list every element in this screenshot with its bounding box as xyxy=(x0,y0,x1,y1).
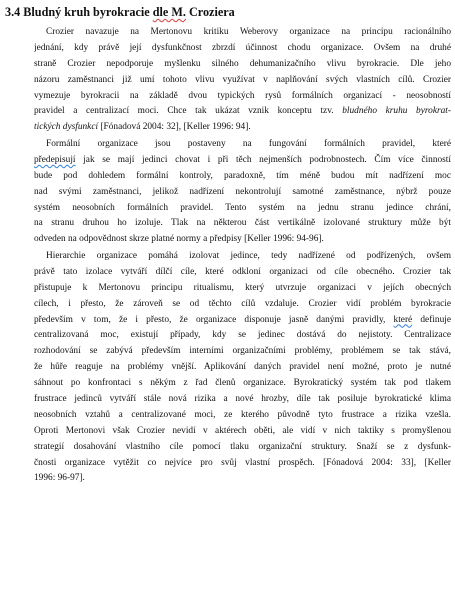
text-line xyxy=(34,249,451,265)
text-line xyxy=(34,104,451,120)
text-line xyxy=(34,216,451,232)
text-segment: že hůře reaguje na problémy vnější. Aplikování daných pravidel není možné, proto je nutné xyxy=(34,362,451,373)
paragraph-2 xyxy=(34,137,451,248)
spellcheck-word: předepisují xyxy=(34,154,76,165)
text-segment: především v tom, že i přesto, že organizace disponuje jasně danými pravidly, xyxy=(34,314,394,325)
text-line xyxy=(34,185,451,201)
text-segment: rozhodování se zabývá především interními organizačními problémy, problémem se tak stává, xyxy=(34,346,451,357)
text-segment: na stranu druhou ho izoluje. Tlak na některou část vertikálně izolované struktury může být xyxy=(34,218,451,229)
text-segment: jednání, kdy právě její dysfunkčnost zbrzdí účinnost chodu organizace. Ovšem na druhé xyxy=(34,42,451,53)
text-segment: právě tato izolace vytváří dílčí cíle, které odkloní organizaci od cíle obecného. Crozier tak xyxy=(34,266,451,277)
text-segment: definuje xyxy=(412,314,451,325)
text-segment: straně Crozier nepodporuje myšlenku silného dehumanizačního vlivu byrokracie. Dle jeho xyxy=(34,58,451,69)
text-line xyxy=(34,25,451,41)
text-line xyxy=(34,471,451,487)
text-segment: přistupuje k Mertonovu principu ritualismu, který utvrzuje organizaci v jejích obecných xyxy=(34,282,451,293)
text-segment: odveden na odpovědnost skrze platné normy a předpisy [Keller 1996: 94-96]. xyxy=(34,234,324,245)
text-segment: názoru zaměstnanci již umí tohoto vlivu využívat v naplňování svých vlastních cílů. Crozier xyxy=(34,74,451,85)
paragraph-3 xyxy=(34,249,451,487)
text-segment: bude pod dohledem formální kontroly, paradoxně, tím méně budou mít nadřízení moc xyxy=(34,170,451,181)
text-segment: Oproti Mertonovi však Crozier nevidí v aktérech oběti, ale vidí v nich taktiky s promyšlenou xyxy=(34,425,451,436)
text-segment: Crozier navazuje na Mertonovu kritiku Weberovy organizace na principu racionálního xyxy=(46,27,451,37)
text-segment: vymezuje byrokracii na základě dvou typických rysů formálních organizací - neosobností xyxy=(34,90,451,101)
text-line xyxy=(34,57,451,73)
text-line xyxy=(34,376,451,392)
text-line xyxy=(34,313,451,329)
text-line xyxy=(34,120,451,136)
heading-text-start: 3.4 Bludný kruh byrokracie xyxy=(5,5,153,19)
text-line xyxy=(34,281,451,297)
text-line xyxy=(34,169,451,185)
text-line xyxy=(34,360,451,376)
spellcheck-word: které xyxy=(393,314,413,325)
text-segment: cílech, i přesto, že zároveň se od těchto cílů vzdaluje. Crozier vidí problém byrokracie xyxy=(34,298,451,309)
text-segment: čnosti organizace vytěžit co nejvíce pro svůj vlastní prospěch. [Fónadová 2004: 33], [Keller xyxy=(34,457,451,468)
text-line xyxy=(34,153,451,169)
text-segment: frustrace jedinců vytváří stále nová rizika a nové hrozby, díle tak posiluje byrokratické klima xyxy=(34,394,451,405)
text-segment: centralizovaná moc, existují případy, kdy se jedinec dostává do nejistoty. Centralizace xyxy=(34,330,451,341)
text-line xyxy=(34,73,451,89)
text-line xyxy=(34,408,451,424)
text-segment: pravidel a centralizací moci. Chce tak ukázat vznik konceptu tzv. xyxy=(34,106,343,117)
text-segment: nad svými zaměstnanci, jelikož nadřízení nekontrolují samotné zaměstnance, nýbrž pouze xyxy=(34,186,451,197)
text-line xyxy=(34,137,451,153)
text-line xyxy=(34,297,451,313)
text-segment: strategií dosahování vlastního cíle pomocí tlaku organizační struktury. Snaží se z dysfunk- xyxy=(34,441,451,452)
heading-spellcheck-word: dle M. xyxy=(152,5,186,19)
text-line xyxy=(34,456,451,472)
text-line xyxy=(34,440,451,456)
text-line xyxy=(34,89,451,105)
text-line xyxy=(34,265,451,281)
text-line xyxy=(34,424,451,440)
text-segment: 1996: 96-97]. xyxy=(34,473,85,484)
text-segment: neosobních vztahů a centralizované moci, ze kterého původně tyto frustrace a rizika vzešla. xyxy=(34,409,451,420)
text-segment: Hierarchie organizace pomáhá izolovat jedince, tedy nadřízené od podřízených, ovšem xyxy=(46,251,451,261)
paragraph-1 xyxy=(34,25,451,136)
section-heading xyxy=(5,5,235,20)
text-line xyxy=(34,344,451,360)
text-line xyxy=(34,41,451,57)
italic-term: bludného kruhu byrokrat- xyxy=(342,106,451,117)
text-segment: jak se mají jedinci chovat i při těch nejmenších podrobnostech. Čím více činností xyxy=(75,154,451,165)
text-segment: sáhnout po konfrontaci s někým z řad členů organizace. Byrokratický systém tak pod tlakem xyxy=(34,378,451,389)
text-line xyxy=(34,232,451,248)
text-segment: [Fónadová 2004: 32], [Keller 1996: 94]. xyxy=(98,122,251,133)
heading-text-end: Croziera xyxy=(185,5,235,19)
text-segment: systém neosobních formálních pravidel. Tento systém na jednu stranu jedince chrání, xyxy=(34,202,451,213)
text-line xyxy=(34,328,451,344)
text-segment: Formální organizace jsou postaveny na fungování formálních pravidel, které xyxy=(46,139,451,149)
italic-term: tických dysfunkcí xyxy=(34,122,99,133)
text-line xyxy=(34,392,451,408)
text-line xyxy=(34,201,451,217)
